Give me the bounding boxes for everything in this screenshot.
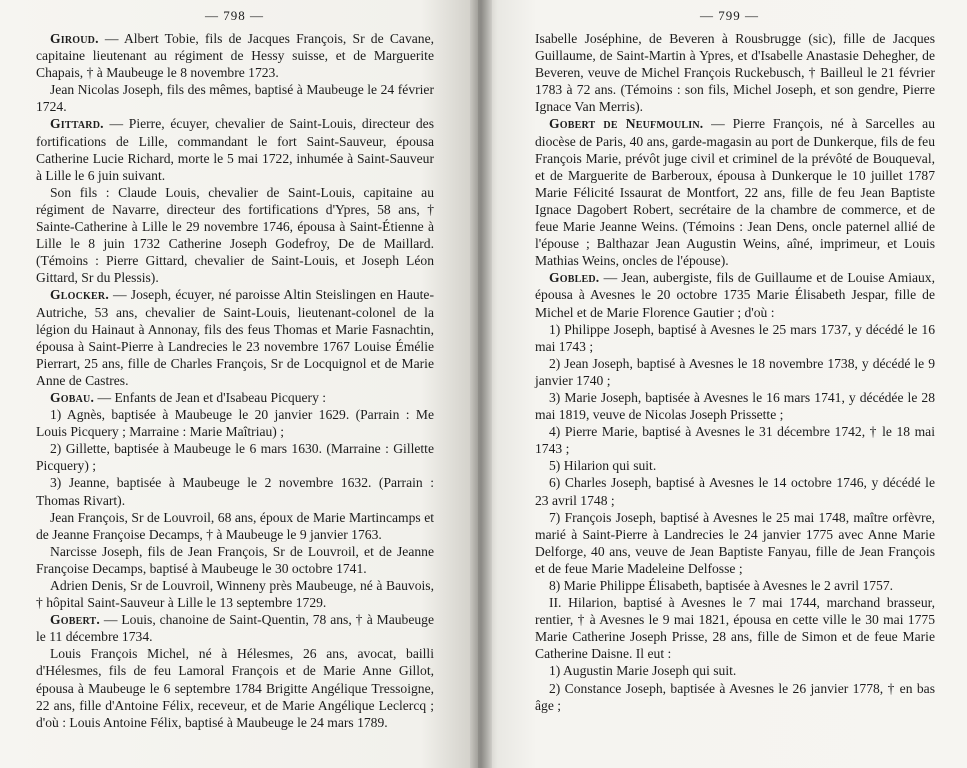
paragraph-text: — Joseph, écuyer, né paroisse Altin Steislingen en Haute-Autriche, 53 ans, chevalier de Saint-Louis, lieutenant-colonel de la légion du Hainaut à Annonay, fils des feus Thomas et Marie Fasnachtin, épousa à Saint-Pierre à Landrecies le 23 novembre 1767 Louise Émélie Pierrart, 25 ans, fille de Charles François, Sr de Locquignol et de Marie Anne de Castres.	[36, 287, 434, 388]
paragraph-text: Jean Nicolas Joseph, fils des mêmes, baptisé à Maubeuge le 24 février 1724.	[36, 82, 434, 115]
left-paragraph	[36, 509, 434, 543]
surname-heading: Giroud.	[50, 31, 99, 46]
right-paragraph	[535, 457, 935, 474]
paragraph-text: 5) Hilarion qui suit.	[549, 458, 657, 474]
paragraph-text: 2) Gillette, baptisée à Maubeuge le 6 mars 1630. (Marraine : Gillette Picquery) ;	[36, 441, 434, 474]
paragraph-text: — Enfants de Jean et d'Isabeau Picquery :	[94, 389, 327, 405]
left-page-number: — 798 —	[205, 8, 264, 23]
surname-heading: Gobled.	[549, 270, 600, 286]
right-paragraph	[535, 30, 935, 115]
paragraph-text: 8) Marie Philippe Élisabeth, baptisée à Avesnes le 2 avril 1757.	[549, 578, 894, 593]
paragraph-text: Louis François Michel, né à Hélesmes, 26 ans, avocat, bailli d'Hélesmes, fils de feu Lamoral François et de Marie Anne Gillot, épousa à Maubeuge le 6 septembre 1784 Brigitte Angélique Tressoigne, 22 ans, fille d'Antoine Félix, receveur, et de Marie Angélique Leclercq ; d'où : Louis Antoine Félix, baptisé à Maubeuge le 24 mars 1789.	[36, 646, 434, 730]
paragraph-text: — Pierre, écuyer, chevalier de Saint-Louis, directeur des fortifications de Lille, commandant le fort Saint-Sauveur, épousa Catherine Lucie Richard, morte le 5 mai 1722, inhumée à Saint-Sauveur à Lille le 6 juin suivant.	[36, 116, 434, 183]
paragraph-text: Isabelle Joséphine, de Beveren à Rousbrugge (sic), fille de Jacques Guillaume, de Saint-Martin à Ypres, et d'Isabelle Anastasie Dehegher, de Beveren, veuve de Michel François Ruckebusch, † Bailleul le 21 février 1783 à 72 ans. (Témoins : son fils, Michel Joseph, et son gendre, Pierre Ignace Van Merris).	[535, 31, 935, 115]
left-paragraph	[36, 115, 434, 183]
paragraph-text: Jean François, Sr de Louvroil, 68 ans, époux de Marie Martincamps et de Jeanne Françoise Decamps, † à Maubeuge le 9 janvier 1763.	[36, 509, 434, 542]
paragraph-text: 4) Pierre Marie, baptisé à Avesnes le 31 décembre 1742, † le 18 mai 1743 ;	[535, 424, 935, 457]
right-paragraph	[535, 662, 935, 679]
left-paragraph	[36, 474, 434, 508]
left-paragraph	[36, 30, 434, 81]
right-paragraph	[535, 115, 935, 269]
right-page-number: — 799 —	[700, 8, 759, 23]
left-page-text	[36, 30, 434, 731]
right-paragraph	[535, 423, 935, 457]
left-paragraph	[36, 184, 434, 287]
surname-heading: Glocker.	[50, 287, 109, 303]
paragraph-text: 2) Constance Joseph, baptisée à Avesnes le 26 janvier 1778, † en bas âge ;	[535, 680, 935, 713]
paragraph-text: 1) Agnès, baptisée à Maubeuge le 20 janvier 1629. (Parrain : Me Louis Picquery ; Marraine : Marie Maîtriau) ;	[36, 407, 434, 440]
right-paragraph	[535, 680, 935, 714]
paragraph-text: 3) Marie Joseph, baptisée à Avesnes le 16 mars 1741, y décédée le 28 mai 1819, veuve de Nicolas Joseph Prissette ;	[535, 389, 935, 423]
right-paragraph	[535, 474, 935, 508]
surname-heading: Gobert.	[50, 612, 101, 628]
right-paragraph	[535, 355, 935, 389]
paragraph-text: 2) Jean Joseph, baptisé à Avesnes le 18 novembre 1738, y décédé le 9 janvier 1740 ;	[535, 355, 935, 388]
left-paragraph	[36, 440, 434, 474]
left-paragraph	[36, 577, 434, 611]
paragraph-text: Adrien Denis, Sr de Louvroil, Winneny près Maubeuge, né à Bauvois, † hôpital Saint-Sauveur à Lille le 13 septembre 1729.	[36, 578, 434, 611]
left-paragraph	[36, 645, 434, 730]
right-page-text	[535, 30, 935, 714]
right-paragraph	[535, 577, 935, 594]
left-page	[0, 0, 478, 768]
surname-heading: Gittard.	[50, 116, 104, 132]
book-gutter	[470, 0, 492, 768]
paragraph-text: 1) Augustin Marie Joseph qui suit.	[549, 663, 737, 679]
right-page	[478, 0, 967, 768]
paragraph-text: II. Hilarion, baptisé à Avesnes le 7 mai 1744, marchand brasseur, rentier, † à Avesnes le 9 mai 1821, épousa en cette ville le 30 mai 1775 Marie Catherine Joseph Prisse, 28 ans, fille de Simon et de feue Marie Catherine Daisne. Il eut :	[535, 595, 935, 662]
paragraph-text: — Albert Tobie, fils de Jacques François, Sr de Cavane, capitaine lieutenant au régiment de Hessy suisse, et de Marguerite Chapais, † à Maubeuge le 8 novembre 1723.	[36, 31, 434, 81]
right-paragraph	[535, 321, 935, 355]
left-paragraph	[36, 286, 434, 389]
right-paragraph	[535, 389, 935, 423]
paragraph-text: 3) Jeanne, baptisée à Maubeuge le 2 novembre 1632. (Parrain : Thomas Rivart).	[36, 475, 434, 508]
paragraph-text: 7) François Joseph, baptisé à Avesnes le 25 mai 1748, maître orfèvre, marié à Saint-Pierre à Landrecies le 24 janvier 1775 avec Anne Marie Delforge, 40 ans, veuve de Jean Baptiste Fanyau, fille de Jean François et de feue Marie Madeleine Delfosse ;	[535, 509, 935, 576]
paragraph-text: 6) Charles Joseph, baptisé à Avesnes le 14 octobre 1746, y décédé le 23 avril 1748 ;	[535, 475, 935, 508]
right-paragraph	[535, 269, 935, 320]
paragraph-text: — Pierre François, né à Sarcelles au diocèse de Paris, 40 ans, garde-magasin au port de Dunkerque, fils de feu François Marie, prévôt juge civil et criminel de la prévôté de Bouqueval, et de Marguerite de Barberoux, épousa à Dunkerque le 10 juillet 1787 Marie Félicité Issaurat de Montfort, 22 ans, fille de feu Jean Baptiste Ignace Dagobert Robert, secrétaire de la chambre de commerce, et de feue Marie Jeanne Weins. (Témoins : Jean Dens, oncle paternel allié de l'épouse ; Balthazar Jean Augustin Weins, aîné, imprimeur, et Louis Mathias Weins, oncles de l'épouse).	[535, 116, 935, 269]
left-paragraph	[36, 81, 434, 115]
paragraph-text: — Louis, chanoine de Saint-Quentin, 78 ans, † à Maubeuge le 11 décembre 1734.	[36, 612, 434, 645]
paragraph-text: Narcisse Joseph, fils de Jean François, Sr de Louvroil, et de Jeanne Françoise Decamps, baptisé à Maubeuge le 30 octobre 1741.	[36, 543, 434, 576]
paragraph-text: 1) Philippe Joseph, baptisé à Avesnes le 25 mars 1737, y décédé le 16 mai 1743 ;	[535, 321, 935, 354]
left-paragraph	[36, 406, 434, 440]
paragraph-text: — Jean, aubergiste, fils de Guillaume et de Louise Amiaux, épousa à Avesnes le 20 octobre 1735 Marie Élisabeth Jespar, fille de Michel et de Marie Florence Gautier ; d'où :	[535, 270, 935, 320]
right-paragraph	[535, 509, 935, 577]
surname-heading: Gobau.	[50, 389, 95, 405]
left-paragraph	[36, 611, 434, 645]
left-paragraph	[36, 543, 434, 577]
right-paragraph	[535, 594, 935, 662]
surname-heading: Gobert de Neufmoulin.	[549, 116, 704, 132]
left-paragraph	[36, 389, 434, 406]
paragraph-text: Son fils : Claude Louis, chevalier de Saint-Louis, capitaine au régiment de Navarre, directeur des fortifications d'Ypres, 58 ans, † Sainte-Catherine à Lille le 29 novembre 1746, épousa à Saint-Étienne à Lille le 8 juin 1732 Catherine Joseph Godefroy, De de Maillard. (Témoins : Pierre Gittard, chevalier de Saint-Louis, et Joseph Léon Gittard, Sr du Plessis).	[36, 184, 434, 286]
